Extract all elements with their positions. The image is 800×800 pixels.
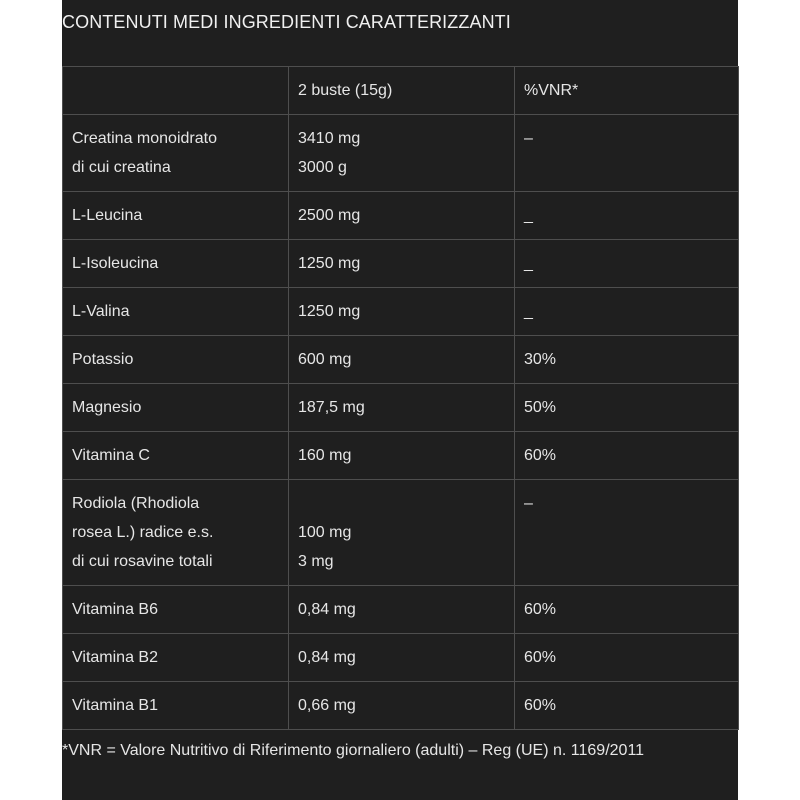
ingredient-name-cell (63, 288, 289, 336)
amount-cell (289, 288, 515, 336)
table-header-row (63, 67, 739, 115)
ingredient-name-cell (63, 115, 289, 192)
vnr-cell: 60% (515, 682, 739, 730)
amount-cell (289, 336, 515, 384)
table-row (63, 336, 739, 384)
vnr-cell: _ (515, 240, 739, 288)
table-row (63, 432, 739, 480)
amount-cell (289, 432, 515, 480)
header-amount: 2 buste (15g) (289, 67, 515, 115)
table-row (63, 634, 739, 682)
ingredient-name-cell (63, 240, 289, 288)
vnr-cell: _ (515, 192, 739, 240)
header-ingredient (63, 67, 289, 115)
ingredient-name-cell (63, 586, 289, 634)
amount-cell-line: 187,5 mg (298, 399, 365, 416)
ingredient-name-cell-line: Vitamina B2 (72, 649, 158, 666)
table-row (63, 586, 739, 634)
amount-cell-line: 1250 mg (298, 255, 361, 272)
ingredient-name-cell-line: Creatina monoidrato (72, 130, 217, 147)
nutrition-panel (62, 0, 738, 800)
amount-cell (289, 192, 515, 240)
vnr-cell: – (515, 115, 739, 192)
header-vnr: %VNR* (515, 67, 739, 115)
table-row (63, 384, 739, 432)
amount-cell (289, 384, 515, 432)
amount-cell (289, 682, 515, 730)
vnr-cell: 60% (515, 586, 739, 634)
ingredient-name-cell (63, 634, 289, 682)
ingredient-name-cell-line: di cui creatina (72, 159, 171, 176)
amount-cell-line: 0,84 mg (298, 649, 356, 666)
ingredient-name-cell-line: L-Isoleucina (72, 255, 159, 272)
ingredient-name-cell-line: rosea L.) radice e.s. (72, 524, 214, 541)
ingredient-name-cell (63, 480, 289, 586)
ingredient-name-cell (63, 682, 289, 730)
ingredient-name-cell (63, 384, 289, 432)
table-row (63, 115, 739, 192)
amount-cell-line: 1250 mg (298, 303, 361, 320)
ingredient-name-cell-line: Vitamina C (72, 447, 150, 464)
ingredient-name-cell (63, 192, 289, 240)
ingredient-name-cell-line: Rodiola (Rhodiola (72, 495, 200, 512)
amount-cell-line: 100 mg (298, 524, 352, 541)
amount-cell (289, 634, 515, 682)
vnr-cell: – (515, 480, 739, 586)
amount-cell-line: 160 mg (298, 447, 352, 464)
amount-cell-line: 3 mg (298, 553, 334, 570)
ingredient-name-cell-line: Magnesio (72, 399, 142, 416)
table-row (63, 288, 739, 336)
amount-cell-line: 3000 g (298, 159, 347, 176)
vnr-cell: 30% (515, 336, 739, 384)
ingredient-name-cell-line: Potassio (72, 351, 134, 368)
amount-cell-line: 3410 mg (298, 130, 361, 147)
table-body (63, 115, 739, 730)
vnr-cell: _ (515, 288, 739, 336)
footnote: *VNR = Valore Nutritivo di Riferimento giornaliero (adulti) – Reg (UE) n. 1169/2011 (62, 742, 645, 759)
ingredient-name-cell (63, 432, 289, 480)
table-row (63, 240, 739, 288)
amount-cell-line: 0,66 mg (298, 697, 356, 714)
amount-cell (289, 480, 515, 586)
ingredient-name-cell-line: di cui rosavine totali (72, 553, 213, 570)
amount-cell (289, 115, 515, 192)
table-title: CONTENUTI MEDI INGREDIENTI CARATTERIZZANTI (62, 12, 511, 32)
ingredient-name-cell-line: L-Valina (72, 303, 130, 320)
vnr-cell: 60% (515, 432, 739, 480)
amount-cell (289, 240, 515, 288)
ingredient-name-cell-line: L-Leucina (72, 207, 143, 224)
table-row (63, 480, 739, 586)
table-row (63, 682, 739, 730)
ingredient-name-cell-line: Vitamina B1 (72, 697, 158, 714)
amount-cell-line: 0,84 mg (298, 601, 356, 618)
ingredient-name-cell (63, 336, 289, 384)
ingredient-name-cell-line: Vitamina B6 (72, 601, 158, 618)
amount-cell-line: 600 mg (298, 351, 352, 368)
nutrition-table (62, 66, 739, 730)
table-row (63, 192, 739, 240)
vnr-cell: 50% (515, 384, 739, 432)
vnr-cell: 60% (515, 634, 739, 682)
amount-cell (289, 586, 515, 634)
amount-cell-line: 2500 mg (298, 207, 361, 224)
